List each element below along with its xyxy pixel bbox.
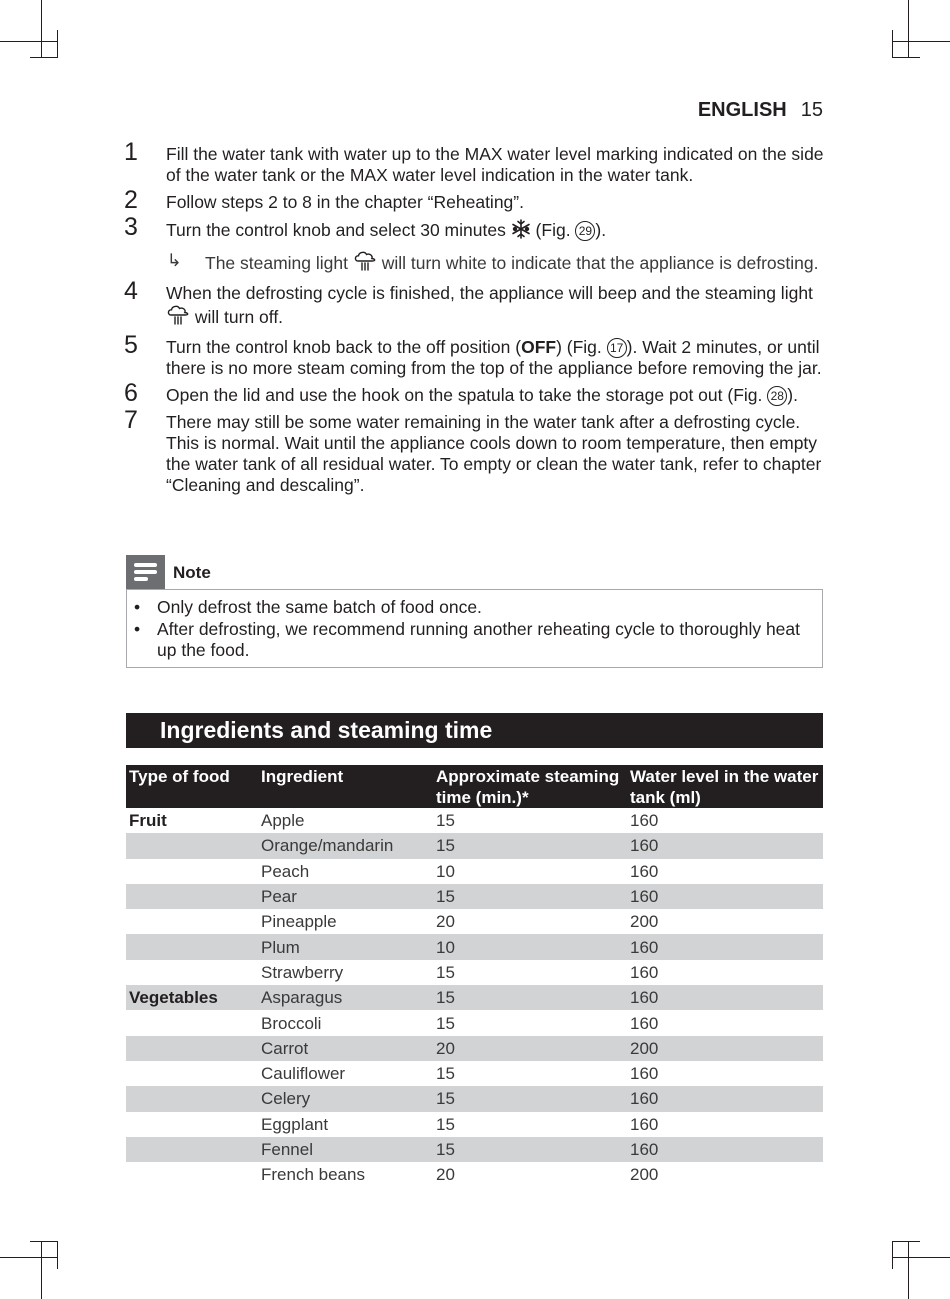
food-type-cell xyxy=(126,884,258,909)
food-type-cell: Vegetables xyxy=(126,985,258,1010)
steaming-time-cell: 15 xyxy=(436,811,455,831)
table-row xyxy=(126,808,823,833)
step-number: 3 xyxy=(124,213,138,241)
table-row xyxy=(126,934,823,959)
section-title: Ingredients and steaming time xyxy=(126,713,823,748)
table-row xyxy=(126,1036,823,1061)
steaming-time-cell: 15 xyxy=(433,833,627,858)
steaming-time-cell: 15 xyxy=(436,1114,455,1134)
table-header-row xyxy=(126,765,823,808)
food-type-cell xyxy=(126,1162,258,1187)
ingredient-cell: Celery xyxy=(258,1086,433,1111)
food-type-cell xyxy=(126,1036,258,1061)
step-4 xyxy=(124,277,824,331)
result-arrow-icon: ↳ xyxy=(167,250,182,270)
food-type-cell xyxy=(126,859,258,884)
step-6 xyxy=(124,379,824,407)
food-type-cell xyxy=(126,1010,258,1035)
steaming-time-cell: 10 xyxy=(433,934,627,959)
step-number: 2 xyxy=(124,186,138,214)
step-text: will turn off. xyxy=(190,307,284,327)
ingredient-cell: Cauliflower xyxy=(261,1064,346,1084)
water-level-cell: 160 xyxy=(630,1013,659,1033)
table-row xyxy=(126,859,823,884)
column-header: Type of food xyxy=(126,765,258,808)
steaming-time-cell: 20 xyxy=(436,912,455,932)
water-level-cell: 200 xyxy=(630,1165,659,1185)
step-text: When the defrosting cycle is finished, the appliance will beep and the steaming light xyxy=(166,283,813,303)
food-type-cell xyxy=(126,833,258,858)
step-text: Turn the control knob and select 30 minutes xyxy=(166,220,511,240)
off-label: OFF xyxy=(521,337,557,357)
table-row xyxy=(126,1137,823,1162)
water-level-cell: 160 xyxy=(630,811,659,831)
note-item: • After defrosting, we recommend running another reheating cycle to thoroughly heat up the food. xyxy=(157,619,812,662)
water-level-cell: 160 xyxy=(627,833,823,858)
step-3-result xyxy=(124,250,824,277)
column-header: Water level in the water tank (ml) xyxy=(627,765,823,808)
water-level-cell: 160 xyxy=(630,1064,659,1084)
water-level-cell: 200 xyxy=(630,912,659,932)
result-text: The steaming light xyxy=(205,253,353,273)
step-text: Open the lid and use the hook on the spatula to take the storage pot out (Fig. xyxy=(166,385,768,405)
ingredient-cell: French beans xyxy=(261,1165,365,1185)
ingredient-cell: Strawberry xyxy=(261,962,344,982)
defrost-snowflake-icon xyxy=(511,219,531,244)
food-type-cell: Fruit xyxy=(129,811,167,831)
language-label: ENGLISH xyxy=(697,99,787,121)
steaming-time-table xyxy=(126,765,823,1187)
steaming-time-cell: 15 xyxy=(433,884,627,909)
page-number: 15 xyxy=(800,99,823,121)
food-type-cell xyxy=(126,1112,258,1137)
table-row xyxy=(126,1010,823,1035)
water-level-cell: 160 xyxy=(627,1086,823,1111)
food-type-cell xyxy=(126,909,258,934)
step-number: 1 xyxy=(124,138,138,166)
step-text: Turn the control knob back to the off position ( xyxy=(166,337,522,357)
step-3 xyxy=(124,213,824,244)
water-level-cell: 160 xyxy=(627,934,823,959)
defrost-steps xyxy=(124,138,824,502)
steaming-time-cell: 15 xyxy=(433,1137,627,1162)
food-type-cell xyxy=(126,1086,258,1111)
steaming-time-cell: 15 xyxy=(436,1064,455,1084)
water-level-cell: 200 xyxy=(627,1036,823,1061)
water-level-cell: 160 xyxy=(627,1137,823,1162)
table-row xyxy=(126,1061,823,1086)
step-text: ). xyxy=(787,385,798,405)
steaming-time-cell: 10 xyxy=(436,861,455,881)
figure-reference: 28 xyxy=(767,386,787,406)
steaming-time-cell: 15 xyxy=(436,1013,455,1033)
step-text: Fill the water tank with water up to the MAX water level marking indicated on the side of the water tank or the MAX water level indication in the water tank. xyxy=(166,144,824,185)
step-text: Follow steps 2 to 8 in the chapter “Reheating”. xyxy=(166,192,524,212)
step-number: 7 xyxy=(124,406,138,434)
note-box xyxy=(126,589,823,668)
steaming-time-cell: 20 xyxy=(436,1165,455,1185)
step-text: ) (Fig. xyxy=(556,337,607,357)
table-row xyxy=(126,909,823,934)
steam-cloud-icon xyxy=(166,304,190,331)
ingredient-cell: Broccoli xyxy=(261,1013,322,1033)
table-row xyxy=(126,884,823,909)
figure-reference: 17 xyxy=(607,338,627,358)
column-header: Approximate steaming time (min.)* xyxy=(433,765,627,808)
table-row xyxy=(126,985,823,1010)
step-text: ). xyxy=(595,220,607,240)
step-text: (Fig. xyxy=(530,220,576,240)
step-text: There may still be some water remaining in the water tank after a defrosting cycle. This is normal. Wait until the appliance cools down to room temperature, then empty the water tank of all residual water. To empty or clean the water tank, refer to chapter “Cleaning and descaling”. xyxy=(166,412,822,495)
water-level-cell: 160 xyxy=(627,884,823,909)
steam-cloud-icon xyxy=(353,250,377,277)
table-row xyxy=(126,960,823,985)
food-type-cell xyxy=(126,1061,258,1086)
food-type-cell xyxy=(126,1137,258,1162)
ingredient-cell: Fennel xyxy=(258,1137,433,1162)
result-text: will turn white to indicate that the appliance is defrosting. xyxy=(376,253,819,273)
table-row xyxy=(126,1086,823,1111)
food-type-cell xyxy=(126,960,258,985)
table-row xyxy=(126,1162,823,1187)
steaming-time-cell: 15 xyxy=(433,1086,627,1111)
ingredient-cell: Orange/mandarin xyxy=(258,833,433,858)
step-number: 5 xyxy=(124,331,138,359)
note-title: Note xyxy=(173,563,211,582)
water-level-cell: 160 xyxy=(630,1114,659,1134)
table-row xyxy=(126,833,823,858)
steaming-time-cell: 20 xyxy=(433,1036,627,1061)
step-1 xyxy=(124,138,824,186)
column-header: Ingredient xyxy=(258,765,433,808)
step-number: 4 xyxy=(124,277,138,305)
figure-reference: 29 xyxy=(575,221,595,241)
water-level-cell: 160 xyxy=(630,962,659,982)
note-item: • Only defrost the same batch of food once. xyxy=(157,597,812,619)
ingredient-cell: Pineapple xyxy=(261,912,337,932)
table-row xyxy=(126,1112,823,1137)
ingredient-cell: Apple xyxy=(261,811,305,831)
ingredient-cell: Peach xyxy=(261,861,310,881)
ingredient-cell: Asparagus xyxy=(258,985,433,1010)
food-type-cell xyxy=(126,934,258,959)
step-number: 6 xyxy=(124,379,138,407)
ingredient-cell: Eggplant xyxy=(261,1114,329,1134)
ingredient-cell: Carrot xyxy=(258,1036,433,1061)
page-header xyxy=(698,99,823,122)
note-lines-icon xyxy=(126,555,165,589)
water-level-cell: 160 xyxy=(630,861,659,881)
ingredient-cell: Plum xyxy=(258,934,433,959)
steaming-time-cell: 15 xyxy=(436,962,455,982)
step-text: ). Wait 2 minutes, or until there is no more steam coming from the top of the appliance before removing the jar. xyxy=(166,337,822,378)
step-2 xyxy=(124,186,824,214)
steaming-time-cell: 15 xyxy=(433,985,627,1010)
ingredient-cell: Pear xyxy=(258,884,433,909)
water-level-cell: 160 xyxy=(627,985,823,1010)
step-5 xyxy=(124,331,824,379)
step-7 xyxy=(124,406,824,496)
